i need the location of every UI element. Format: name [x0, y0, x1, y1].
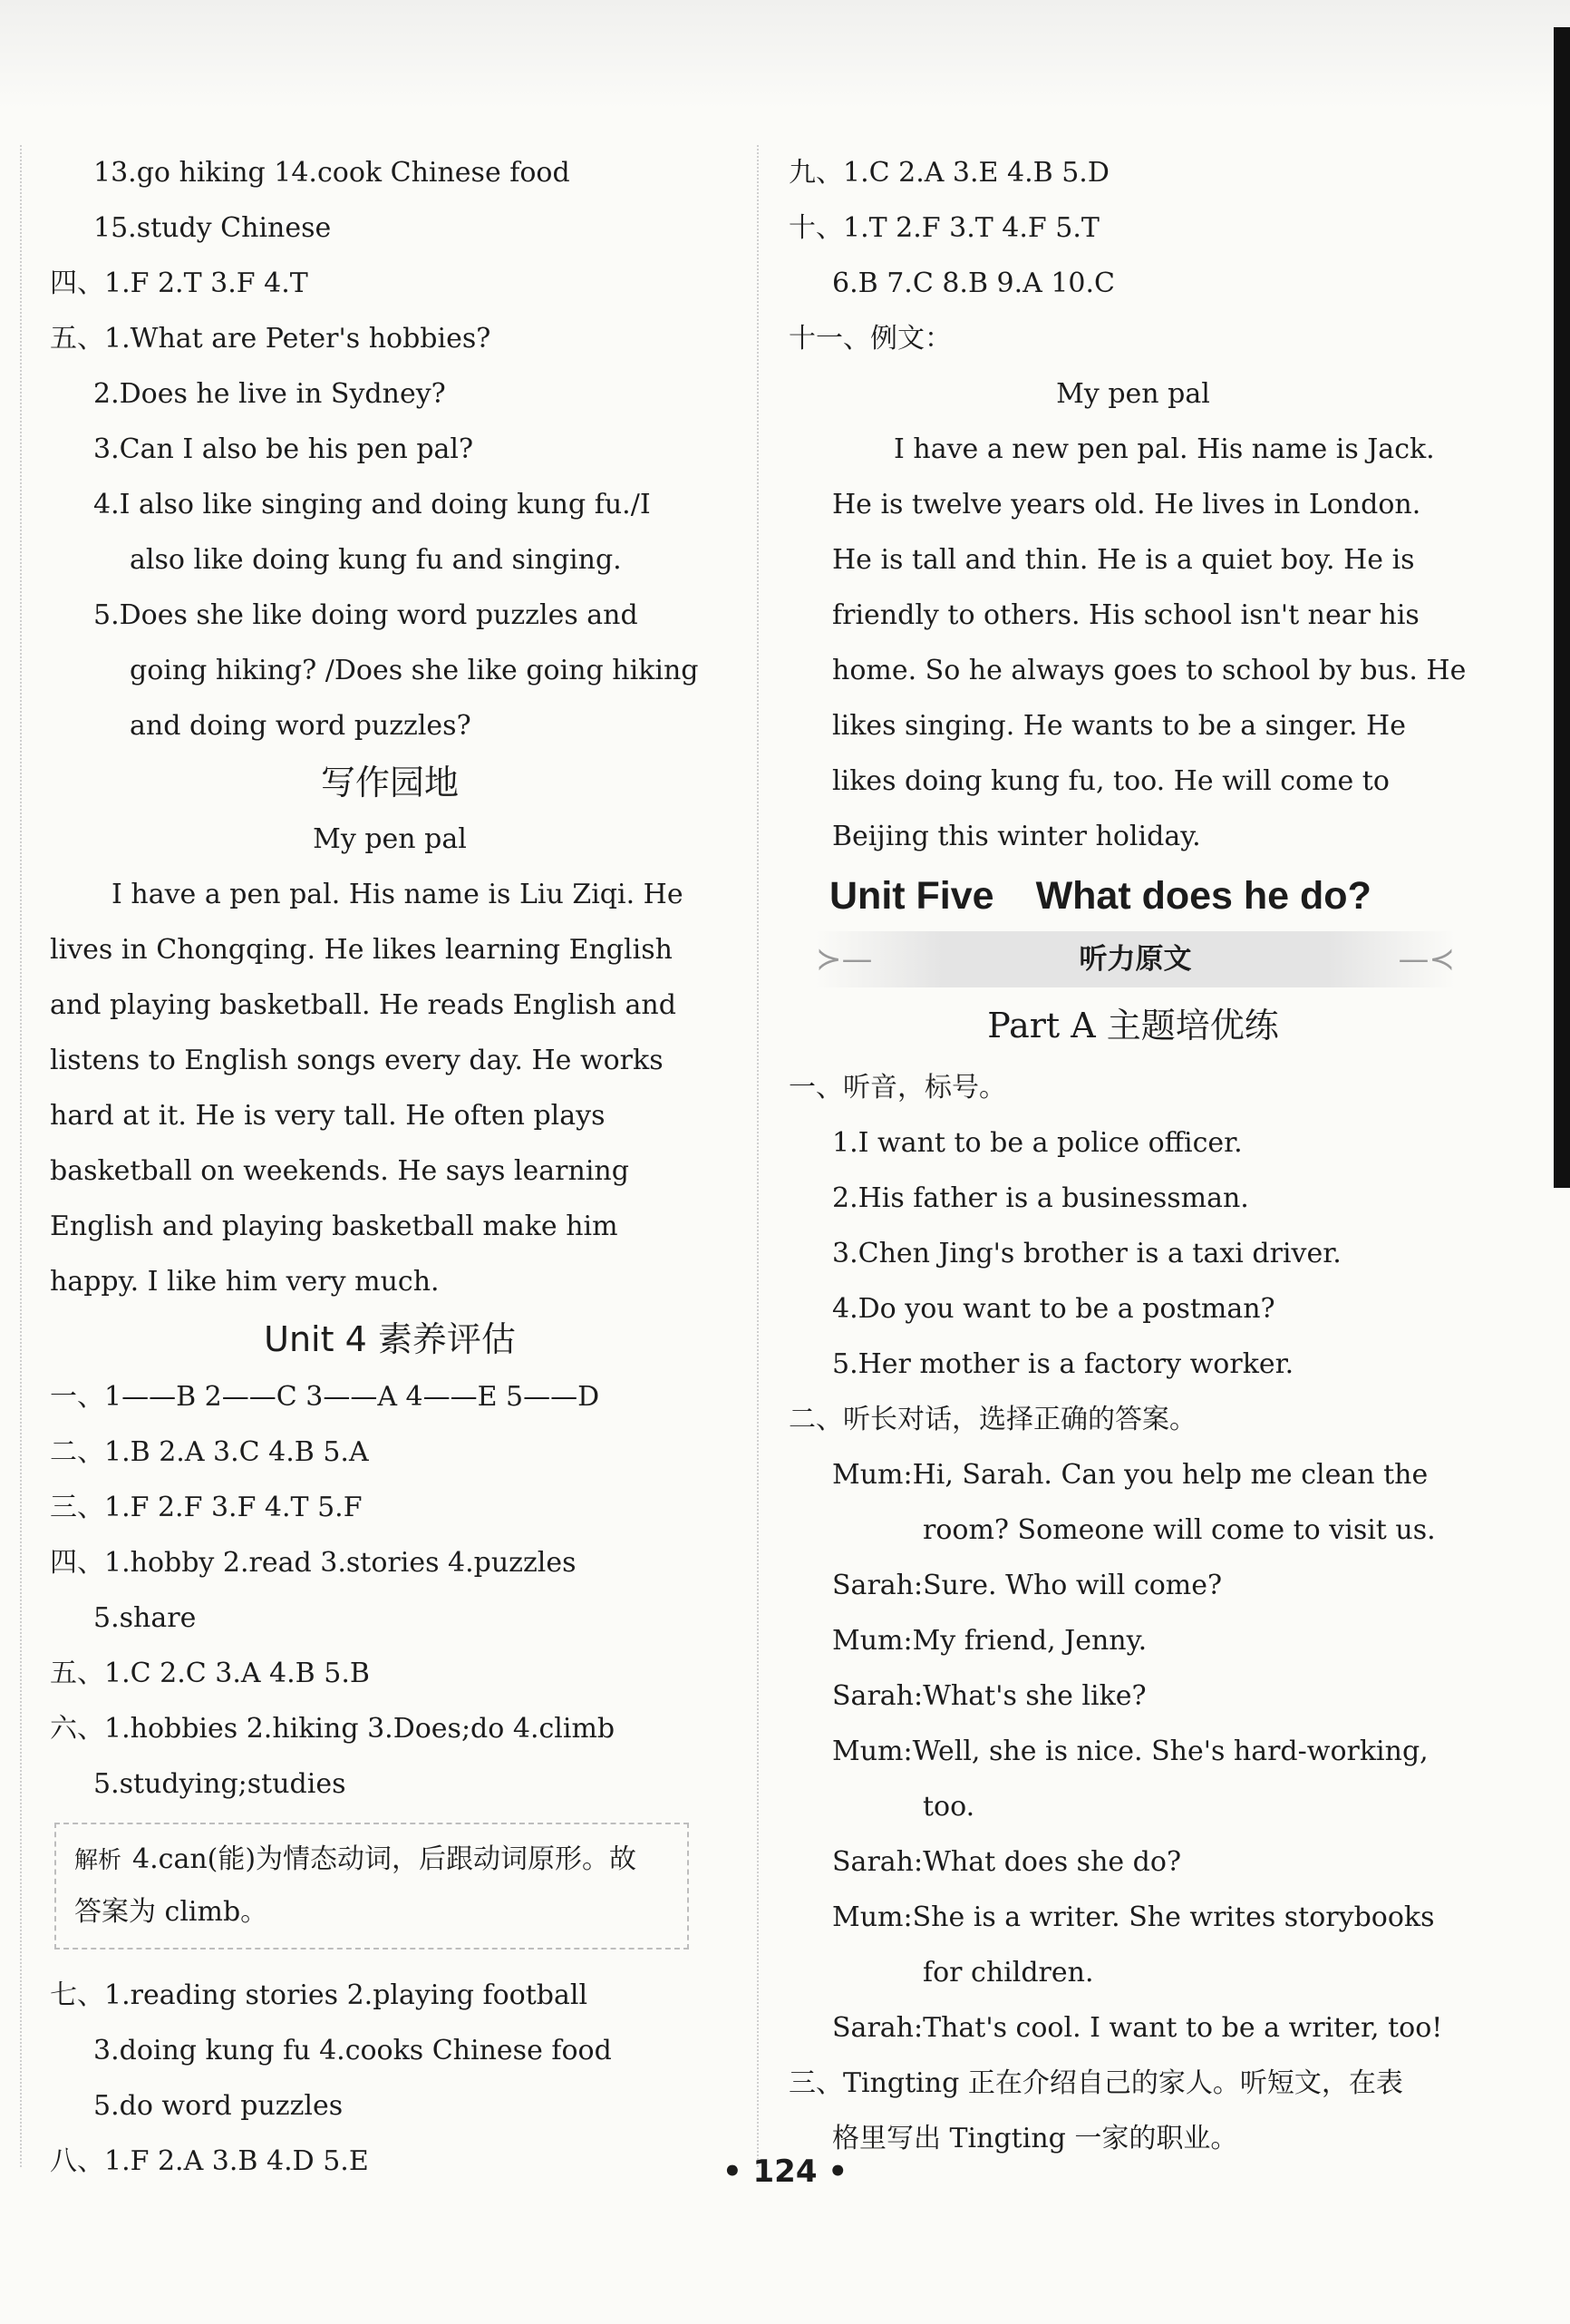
dialogue-line — [789, 2000, 1478, 2056]
essay-line: home. So he always goes to school by bus. He — [832, 655, 1467, 686]
arrow-left-icon: ≻— — [816, 941, 873, 977]
essay-line: listens to English songs every day. He works — [50, 1045, 664, 1076]
dialogue-speaker: Mum: — [832, 1459, 913, 1491]
answer-line: 九、1.C 2.A 3.E 4.B 5.D — [789, 157, 1110, 189]
part-a-label: Part A — [987, 1006, 1096, 1045]
answer-line: 15.study Chinese — [93, 212, 332, 244]
dialogue-text: That's cool. I want to be a writer, too! — [923, 2012, 1443, 2044]
dialogue-speaker: Sarah: — [832, 2012, 924, 2044]
essay-title: My pen pal — [1056, 378, 1210, 410]
column-divider — [757, 145, 759, 2167]
answer-line: 一、1——B 2——C 3——A 4——E 5——D — [50, 1381, 600, 1413]
answer-line: also like doing kung fu and singing. — [130, 544, 622, 576]
answer-line: 五、1.What are Peter's hobbies? — [50, 323, 491, 355]
answer-line: 5.do word puzzles — [93, 2090, 344, 2122]
answer-line: 七、1.reading stories 2.playing football — [50, 1979, 588, 2011]
answer-line: 6.B 7.C 8.B 9.A 10.C — [832, 267, 1116, 299]
dialogue-text: Well, she is nice. She's hard-working, — [912, 1736, 1429, 1767]
essay-line: English and playing basketball make him — [50, 1211, 618, 1242]
listening-banner — [816, 931, 1455, 987]
answer-line: 3.doing kung fu 4.cooks Chinese food — [93, 2035, 612, 2066]
unit-five-subtitle: What does he do? — [1035, 874, 1371, 918]
dialogue-text: My friend, Jenny. — [912, 1625, 1148, 1657]
unit-five-title — [789, 864, 1478, 928]
left-margin-rule — [20, 145, 22, 2167]
dialogue-line — [789, 1613, 1478, 1668]
answer-line: 2.Does he live in Sydney? — [93, 378, 446, 410]
answer-line: 十一、例文： — [789, 323, 952, 355]
answer-line: 5.studying;studies — [93, 1768, 346, 1800]
question-heading: 三、Tingting 正在介绍自己的家人。听短文，在表 — [789, 2067, 1403, 2099]
left-column — [50, 145, 730, 2189]
answer-line: 13.go hiking 14.cook Chinese food — [93, 157, 570, 189]
part-a-heading — [789, 991, 1478, 1060]
dialogue-speaker: Sarah: — [832, 1570, 924, 1601]
essay-line: Beijing this winter holiday. — [832, 821, 1201, 852]
page-top-shade — [0, 0, 1570, 109]
dialogue-speaker: Mum: — [832, 1901, 913, 1933]
answer-line: 十、1.T 2.F 3.T 4.F 5.T — [789, 212, 1100, 244]
section-heading-unit4: Unit 4 素养评估 — [264, 1319, 516, 1359]
dialogue-line — [789, 1558, 1478, 1613]
dialogue-line — [789, 1890, 1478, 1945]
note-text: 4.can(能)为情态动词，后跟动词原形。故 — [132, 1843, 637, 1875]
essay-line: happy. I like him very much. — [50, 1266, 440, 1298]
answer-line: 三、1.F 2.F 3.F 4.T 5.F — [50, 1492, 363, 1523]
essay-line: lives in Chongqing. He likes learning English — [50, 934, 673, 966]
note-text: 答案为 climb。 — [74, 1896, 268, 1928]
question-heading: 二、听长对话，选择正确的答案。 — [789, 1404, 1197, 1435]
listening-line: 4.Do you want to be a postman? — [832, 1293, 1275, 1325]
dialogue-speaker: Sarah: — [832, 1846, 924, 1878]
answer-line: 八、1.F 2.A 3.B 4.D 5.E — [50, 2145, 369, 2177]
note-label: 解析 — [74, 1847, 122, 1874]
answer-line: 二、1.B 2.A 3.C 4.B 5.A — [50, 1436, 369, 1468]
banner-label: 听力原文 — [1079, 943, 1192, 976]
answer-line: 四、1.hobby 2.read 3.stories 4.puzzles — [50, 1547, 577, 1579]
essay-line: likes singing. He wants to be a singer. He — [832, 710, 1406, 742]
dialogue-text: What's she like? — [923, 1680, 1147, 1712]
question-heading: 格里写出 Tingting 一家的职业。 — [832, 2123, 1238, 2154]
section-heading-writing: 写作园地 — [320, 763, 459, 802]
page-edge-bar — [1554, 27, 1570, 1188]
dialogue-line — [789, 1668, 1478, 1724]
listening-line: 5.Her mother is a factory worker. — [832, 1348, 1294, 1380]
listening-line: 2.His father is a businessman. — [832, 1182, 1249, 1214]
dialogue-line: too. — [923, 1791, 975, 1823]
right-column — [789, 145, 1478, 2166]
answer-line: 5.Does she like doing word puzzles and — [93, 599, 638, 631]
answer-line: going hiking? /Does she like going hiking — [130, 655, 699, 686]
dialogue-line — [789, 1834, 1478, 1890]
listening-line: 1.I want to be a police officer. — [832, 1127, 1243, 1159]
dialogue-text: Hi, Sarah. Can you help me clean the — [912, 1459, 1429, 1491]
unit-five-label: Unit Five — [829, 874, 994, 918]
dialogue-line — [789, 1724, 1478, 1779]
answer-line: 五、1.C 2.C 3.A 4.B 5.B — [50, 1658, 370, 1689]
dialogue-line: room? Someone will come to visit us. — [923, 1514, 1436, 1546]
dialogue-text: She is a writer. She writes storybooks — [912, 1901, 1435, 1933]
essay-line: I have a new pen pal. His name is Jack. — [894, 433, 1435, 465]
answer-line: 5.share — [93, 1602, 197, 1634]
dialogue-speaker: Sarah: — [832, 1680, 924, 1712]
answer-line: 四、1.F 2.T 3.F 4.T — [50, 267, 308, 299]
essay-line: friendly to others. His school isn't near his — [832, 599, 1420, 631]
answer-line: 六、1.hobbies 2.hiking 3.Does;do 4.climb — [50, 1713, 615, 1745]
listening-line: 3.Chen Jing's brother is a taxi driver. — [832, 1238, 1342, 1269]
answer-line: 3.Can I also be his pen pal? — [93, 433, 474, 465]
essay-line: I have a pen pal. His name is Liu Ziqi. He — [111, 879, 683, 910]
page-number: • 124 • — [722, 2154, 848, 2190]
answer-line: 4.I also like singing and doing kung fu./I — [93, 489, 651, 520]
dialogue-text: Sure. Who will come? — [923, 1570, 1223, 1601]
dialogue-line — [789, 1447, 1478, 1502]
essay-title: My pen pal — [313, 823, 467, 855]
essay-line: and playing basketball. He reads English and — [50, 989, 676, 1021]
part-a-title: 主题培优练 — [1106, 1006, 1279, 1045]
dialogue-text: What does she do? — [923, 1846, 1182, 1878]
essay-line: He is tall and thin. He is a quiet boy. He is — [832, 544, 1415, 576]
essay-line: hard at it. He is very tall. He often plays — [50, 1100, 606, 1132]
arrow-right-icon: —≺ — [1398, 941, 1455, 977]
dialogue-speaker: Mum: — [832, 1625, 913, 1657]
answer-line: and doing word puzzles? — [130, 710, 471, 742]
dialogue-line: for children. — [923, 1957, 1094, 1989]
essay-line: likes doing kung fu, too. He will come to — [832, 765, 1390, 797]
dialogue-speaker: Mum: — [832, 1736, 913, 1767]
question-heading: 一、听音，标号。 — [789, 1072, 1006, 1104]
essay-line: He is twelve years old. He lives in London. — [832, 489, 1421, 520]
analysis-note — [54, 1823, 689, 1950]
essay-line: basketball on weekends. He says learning — [50, 1155, 629, 1187]
